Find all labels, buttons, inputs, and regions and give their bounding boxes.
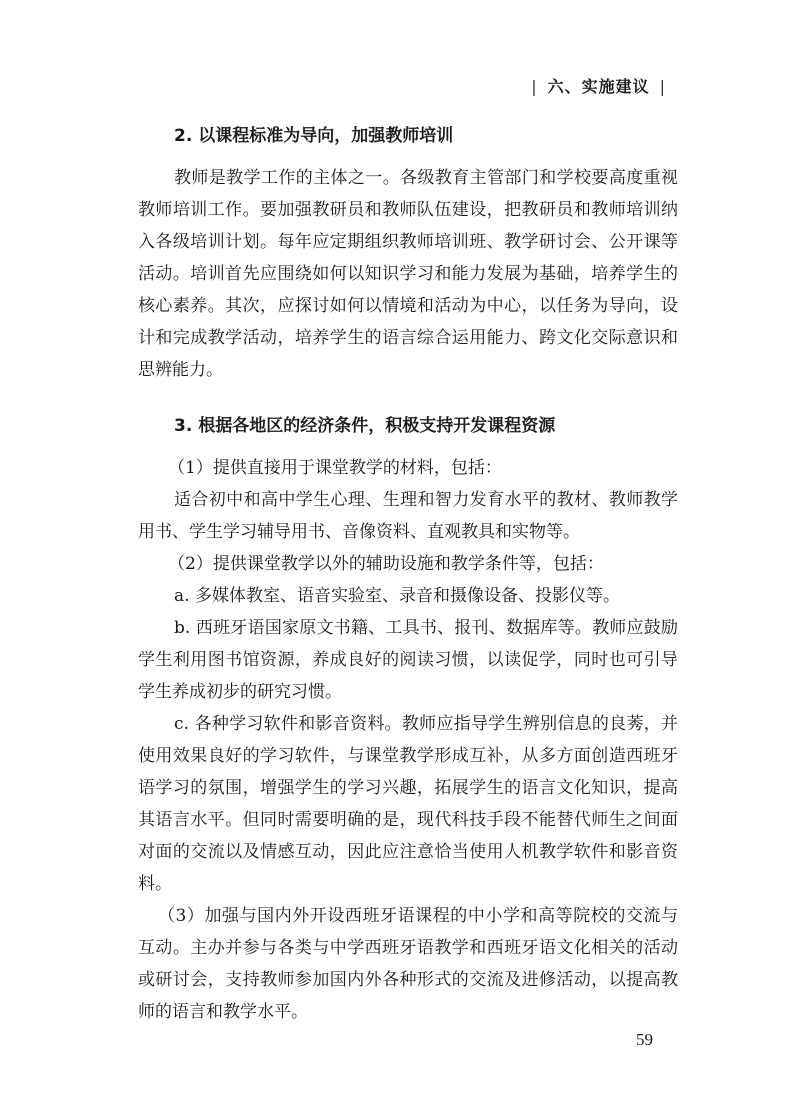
section-2-heading: 2. 以课程标准为导向，加强教师培训 bbox=[174, 126, 454, 146]
item-1-body: 适合初中和高中学生心理、生理和智力发育水平的教材、教师教学用书、学生学习辅导用书、音像资料、直观教具和实物等。 bbox=[138, 490, 678, 542]
running-header bbox=[521, 74, 676, 97]
item-2-title: （2）提供课堂教学以外的辅助设施和教学条件等，包括： bbox=[168, 554, 604, 574]
page-number: 59 bbox=[636, 1030, 653, 1049]
header-divider-left: | bbox=[531, 77, 538, 96]
item-2-b: b. 西班牙语国家原文书籍、工具书、报刊、数据库等。教师应鼓励学生利用图书馆资源，养成良好的阅读习惯，以读促学，同时也可引导学生养成初步的研究习惯。 bbox=[138, 618, 678, 702]
item-2-c: c. 各种学习软件和影音资料。教师应指导学生辨别信息的良莠，并使用效果良好的学习软件，与课堂教学形成互补，从多方面创造西班牙语学习的氛围，增强学生的学习兴趣，拓展学生的语言文化知识，提高其语言水平。但同时需要明确的是，现代科技手段不能替代师生之间面对面的交流以及情感互动，因此应注意恰当使用人机教学软件和影音资料。 bbox=[138, 714, 678, 894]
header-title: 六、实施建议 bbox=[547, 77, 650, 96]
item-2-a: a. 多媒体教室、语音实验室、录音和摄像设备、投影仪等。 bbox=[174, 586, 620, 606]
section-3-heading: 3. 根据各地区的经济条件，积极支持开发课程资源 bbox=[174, 416, 556, 436]
section-2-paragraph: 教师是教学工作的主体之一。各级教育主管部门和学校要高度重视教师培训工作。要加强教研员和教师队伍建设，把教研员和教师培训纳入各级培训计划。每年应定期组织教师培训班、教学研讨会、公开课等活动。培训首先应围绕如何以知识学习和能力发展为基础，培养学生的核心素养。其次，应探讨如何以情境和活动为中心，以任务为导向，设计和完成教学活动，培养学生的语言综合运用能力、跨文化交际意识和思辨能力。 bbox=[138, 168, 678, 380]
item-1-title: （1）提供直接用于课堂教学的材料，包括： bbox=[168, 458, 502, 478]
page-content bbox=[138, 122, 678, 1028]
header-divider-right: | bbox=[659, 77, 666, 96]
item-3: （3）加强与国内外开设西班牙语课程的中小学和高等院校的交流与互动。主办并参与各类与中学西班牙语教学和西班牙语文化相关的活动或研讨会，支持教师参加国内外各种形式的交流及进修活动，以提高教师的语言和教学水平。 bbox=[138, 906, 678, 1022]
